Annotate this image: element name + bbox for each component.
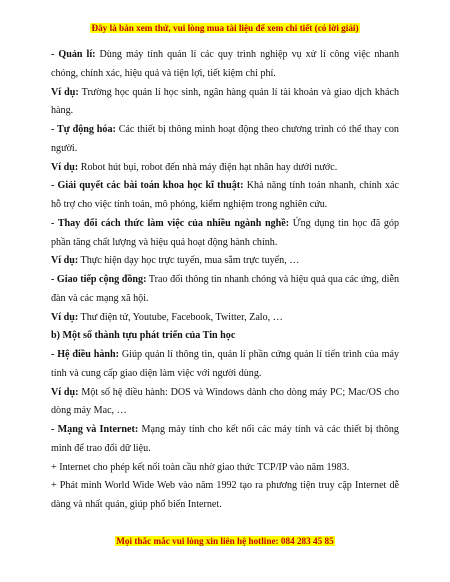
section-heading-text: b) Một số thành tựu phát triển của Tin học [51, 330, 236, 342]
paragraph [51, 215, 399, 253]
paragraph [51, 121, 399, 159]
paragraph-text: Thư điện tử, Youtube, Facebook, Twitter, Zalo, … [78, 311, 283, 323]
paragraph [51, 46, 399, 84]
paragraph-text: Một số hệ điều hành: DOS và Windows dành cho dòng máy PC; Mac/OS cho dòng máy Mac, … [51, 386, 399, 417]
paragraph [51, 346, 399, 384]
paragraph [51, 177, 399, 215]
paragraph-lead: - Mạng và Internet: [51, 424, 139, 435]
section-heading [51, 327, 399, 346]
document-body [51, 46, 399, 515]
paragraph [51, 159, 399, 178]
paragraph [51, 421, 399, 459]
paragraph-lead: Ví dụ: [51, 311, 79, 323]
paragraph-text: Mạng máy tính cho kết nối các máy tính và các thiết bị thông minh để trao đổi dữ liệu. [51, 424, 399, 454]
paragraph-text: Trường học quản lí học sinh, ngân hàng quản lí tài khoản và giao dịch khách hàng. [51, 86, 399, 117]
paragraph [51, 477, 399, 515]
paragraph-lead: Ví dụ: [51, 386, 79, 398]
paragraph-text: Các thiết bị thông minh hoạt động theo chương trình có thể thay con người. [51, 124, 399, 154]
paragraph-text: + Internet cho phép kết nối toàn cầu nhờ giao thức TCP/IP vào năm 1983. [51, 461, 350, 473]
preview-notice-text: Đây là bản xem thử, vui lòng mua tài liệu để xem chi tiết (có lời giải) [91, 23, 359, 33]
paragraph-lead: Ví dụ: [51, 86, 79, 98]
paragraph [51, 252, 399, 271]
paragraph [51, 459, 399, 478]
paragraph-text: Khả năng tính toán nhanh, chính xác hỗ trợ cho việc tính toán, mô phỏng, kiểm nghiệm trong nghiên cứu. [51, 180, 399, 210]
preview-notice-banner [0, 23, 450, 33]
paragraph-lead: - Giải quyết các bài toán khoa học kĩ thuật: [51, 180, 244, 192]
paragraph-lead: - Tự động hóa: [51, 124, 116, 135]
paragraph-lead: - Thay đổi cách thức làm việc của nhiều ngành nghề: [51, 217, 290, 229]
paragraph-text: + Phát minh World Wide Web vào năm 1992 tạo ra phương tiện truy cập Internet dễ dàng và nhất quán, giúp phổ biến Internet. [51, 480, 399, 510]
paragraph [51, 271, 399, 309]
hotline-banner [0, 536, 450, 546]
paragraph-text: Thực hiện dạy học trực tuyến, mua sắm trực tuyến, … [78, 255, 300, 267]
paragraph-text: Robot hút bụi, robot đến nhà máy điện hạt nhân hay dưới nước. [78, 161, 338, 173]
paragraph [51, 309, 399, 328]
paragraph-text: Trao đổi thông tin nhanh chóng và hiệu quả qua các ứng, diễn đàn và các mạng xã hội. [51, 274, 399, 304]
paragraph [51, 384, 399, 422]
paragraph [51, 84, 399, 122]
paragraph-lead: Ví dụ: [51, 255, 79, 267]
paragraph-text: Dùng máy tính quản lí các quy trình nghiệp vụ xử lí công việc nhanh chóng, chính xác, hiệu quả và tiện lợi, tiết kiệm chi phí. [51, 49, 399, 79]
paragraph-lead: - Hệ điều hành: [51, 349, 119, 360]
paragraph-lead: - Quản lí: [51, 49, 96, 60]
paragraph-lead: Ví dụ: [51, 161, 79, 173]
hotline-text: Mọi thắc mắc vui lòng xin liên hệ hotline: 084 283 45 85 [116, 536, 334, 546]
paragraph-lead: - Giao tiếp cộng đồng: [51, 274, 147, 285]
paragraph-text: Ứng dụng tin học đã góp phần tăng chất lượng và hiệu quả hoạt động hành chính. [51, 217, 399, 248]
paragraph-text: Giúp quản lí thông tin, quản lí phần cứng quản lí tiến trình của máy tính và cung cấp giao diện làm việc với người dùng. [51, 349, 399, 379]
